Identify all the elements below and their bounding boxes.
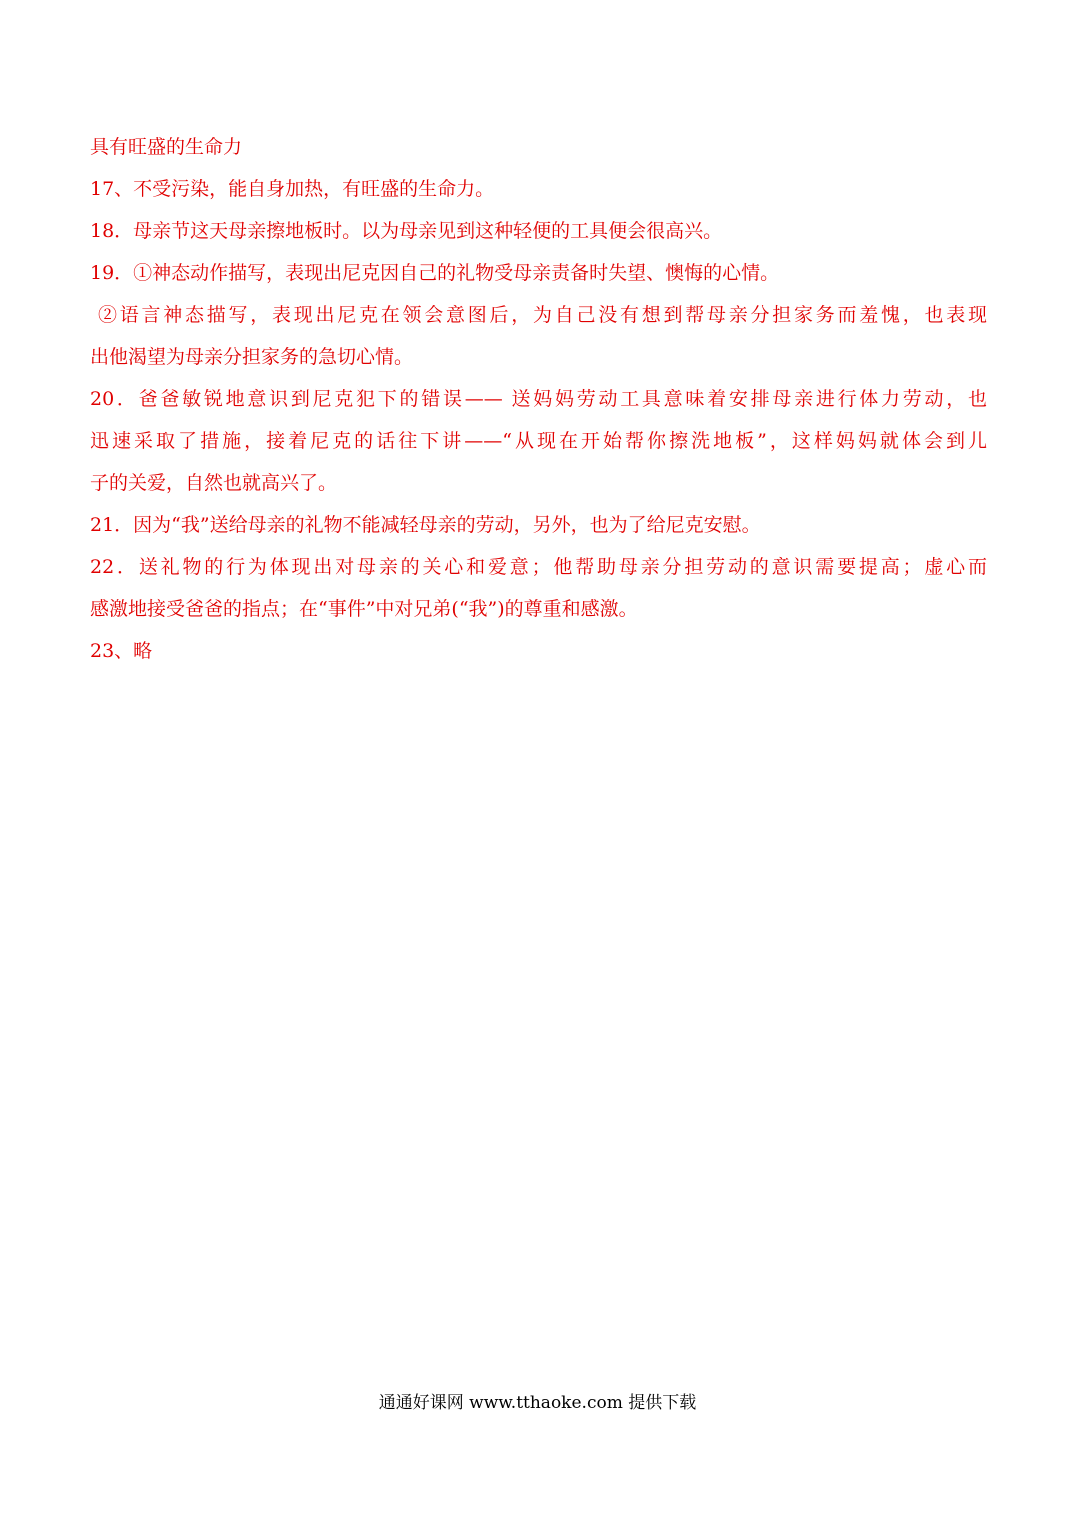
answer-line-20-end: 子的关爱，自然也就高兴了。 <box>90 472 338 494</box>
answer-line-20-continuation: 迅速采取了措施，接着尼克的话往下讲——“从现在开始帮你擦洗地板”，这样妈妈就体会到儿 <box>90 430 987 452</box>
answer-line-22-continuation: 感激地接受爸爸的指点；在“事件”中对兄弟(“我”)的尊重和感激。 <box>90 598 638 620</box>
answer-line-19-part2-continuation: 出他渴望为母亲分担家务的急切心情。 <box>90 346 414 368</box>
answer-line-16-continuation: 具有旺盛的生命力 <box>90 136 243 158</box>
answer-line-20: 20．爸爸敏锐地意识到尼克犯下的错误—— 送妈妈劳动工具意味着安排母亲进行体力劳动，也 <box>90 388 987 410</box>
answer-section <box>90 126 987 672</box>
answer-line-19: 19．①神态动作描写，表现出尼克因自己的礼物受母亲责备时失望、懊悔的心情。 <box>90 262 780 284</box>
answer-line-19-part2: ②语言神态描写，表现出尼克在领会意图后，为自己没有想到帮母亲分担家务而羞愧，也表现 <box>98 304 987 326</box>
page-footer: 通通好课网 www.tthaoke.com 提供下载 <box>378 1393 697 1413</box>
answer-line-17: 17、不受污染，能自身加热，有旺盛的生命力。 <box>90 178 495 200</box>
answer-line-18: 18．母亲节这天母亲擦地板时。以为母亲见到这种轻便的工具便会很高兴。 <box>90 220 723 242</box>
answer-line-23: 23、略 <box>90 640 153 662</box>
answer-line-22: 22．送礼物的行为体现出对母亲的关心和爱意；他帮助母亲分担劳动的意识需要提高；虚心而 <box>90 556 987 578</box>
answer-line-21: 21．因为“我”送给母亲的礼物不能减轻母亲的劳动，另外，也为了给尼克安慰。 <box>90 514 761 536</box>
